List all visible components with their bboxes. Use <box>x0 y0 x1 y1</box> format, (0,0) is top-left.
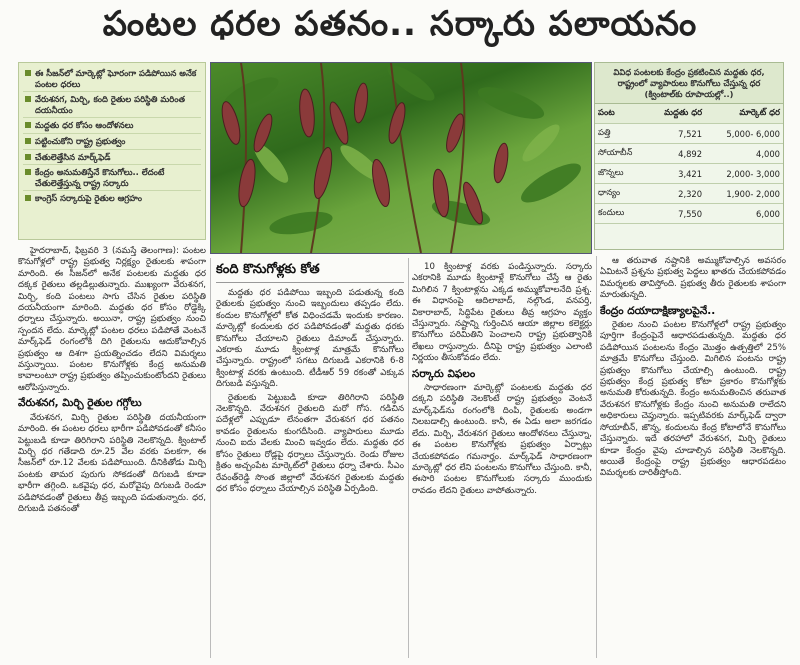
headline: పంటల ధరల పతనం.. సర్కారు పలాయనం <box>102 4 698 44</box>
subheading-centre-dependence: కేంద్రం దయాదాక్షిణ్యాలపైనే.. <box>600 304 716 317</box>
subheading-govt-failure: సర్కారు విఫలం <box>412 367 476 380</box>
price-table-box <box>594 62 784 250</box>
cell-market: 6,000 <box>705 204 783 224</box>
subheading-groundnut-chilli: వేరుశనగ, మిర్చి రైతుల గగ్గోలు <box>18 397 142 410</box>
body-paragraph: వేరుశనగ, మిర్చి రైతుల పరిస్థితి దయనీయంగా మారింది. ఈ పంటల ధరలు భారీగా పడిపోవడంతో కనీసం పెట్టుబడి కూడా తిరిగిరాని పరిస్థితి నెలకొన్నది. క్వింటాల్ మిర్చి ధర గతేడాది రూ.25 వేల వరకు పలకగా, ఈ సీజన్‌లో రూ.12 వేలకు పడిపోయింది. దీనికితోడు మిర్చి పంటకు తామర పురుగు సోకడంతో దిగుబడి కూడా భారీగా తగ్గింది. ఒకవైపు ధర, మరోవైపు దిగుబడి రెండూ పడిపోవడంతో రైతులు తీవ్ర ఇబ్బంది పడుతున్నారు. ధర, దిగుబడి పతనంతో <box>18 412 206 514</box>
highlight-item: కేంద్రం అనుమతిస్తేనే కొనుగోలు.. లేదంటే చేతులెత్తేస్తున్న రాష్ట్ర సర్కారు <box>23 165 201 191</box>
body-paragraph: రైతులకు పెట్టుబడి కూడా తిరిగిరాని పరిస్థితి నెలకొన్నది. వేరుశనగ రైతులది మరో గోస. గడిచిన పదేళ్లలో ఎప్పుడూ లేనంతగా వేరుశనగ ధర పతనం కావడం రైతులను కుంగదీసింది. వ్యాపారులు మూడు నుంచి ఐదు వేలకు మించి ఇవ్వడం లేదు. మద్దతు ధర కోసం రైతులు రోడ్లపై ధర్నాలు చేస్తున్నారు. రెండు రోజుల క్రితం అచ్చంపేట మార్కెట్‌లో రైతులు ధర్నా చేశారు. సీఎం రేవంత్‌రెడ్డి సొంత జిల్లాలో వేరుశనగ రైతులకు మద్దతు ధర కోసం ధర్నాలు చేయాల్సిన పరిస్థితి ఏర్పడింది. <box>216 392 404 494</box>
table-row <box>595 144 783 164</box>
price-table-title: వివిధ పంటలకు కేంద్రం ప్రకటించిన మద్దతు ధర, రాష్ట్రంలో వ్యాపారులు కొనుగోలు చేస్తున్న ధర (క్వింటాల్‌కు రూపాయల్లో..) <box>595 63 783 104</box>
highlight-item: వేరుశనగ, మిర్చి, కంది రైతుల పరిస్థితి మరింత దయనీయం <box>23 92 201 118</box>
subheading-redgram: కంది కొనుగోళ్లకు కోత <box>216 262 404 283</box>
table-row <box>595 204 783 224</box>
article-column-1 <box>18 246 206 658</box>
intro-paragraph: హైదరాబాద్, ఫిబ్రవరి 3 (నమస్తే తెలంగాణ): పంటల కొనుగోళ్లలో రాష్ట్ర ప్రభుత్వ నిర్లక్ష్యం రైతులకు శాపంగా మారింది. ఈ సీజన్‌లో అనేక పంటలకు మద్దతు ధర దక్కక రైతులు తల్లడిల్లుతున్నారు. ముఖ్యంగా వేరుశనగ, మిర్చి, కంది పంటలు సాగు చేసిన రైతుల పరిస్థితి దయనీయంగా మారింది. మద్దతు ధర కోసం రోడ్డెక్కి ధర్నాలు చేస్తున్నారు. అయినా, రాష్ట్ర ప్రభుత్వం నుంచి స్పందన లేదు. మార్కెట్లో పంటల ధరలు పడిపోతే వెంటనే మార్క్‌ఫెడ్ రంగంలోకి దిగి రైతులను ఆదుకోవాల్సిన ప్రభుత్వం ఆ దిశగా ప్రయత్నించడం లేదని విమర్శలు వస్తున్నాయి. పంటల కొనుగోళ్లకు కేంద్ర అనుమతి కావాలంటూ రాష్ట్ర ప్రభుత్వం తప్పించుకుంటోందని రైతులు ఆరోపిస్తున్నారు. <box>18 246 206 393</box>
cell-msp: 3,421 <box>648 164 705 184</box>
highlight-item: ఈ సీజన్‌లో మార్కెట్లో ఘోరంగా పడిపోయిన అనేక పంటల ధరలు <box>23 66 201 92</box>
body-paragraph: సాధారణంగా మార్కెట్లో పంటలకు మద్దతు ధర దక్కని పరిస్థితి నెలకొంటే రాష్ట్ర ప్రభుత్వం వెంటనే మార్క్‌ఫెడ్‌ను రంగంలోకి దింపి, రైతులకు అండగా నిలబడాల్సి ఉంటుంది. కానీ, ఈ ఏడు అలా జరగడం లేదు. మిర్చి, వేరుశనగ రైతులు ఆందోళనలు చేస్తున్నా, ఈ పంటల కొనుగోళ్లకు ప్రభుత్వం ఏర్పాట్లు చేయకపోవడం గమనార్హం. మార్క్‌ఫెడ్ సాధారణంగా మార్కెట్లో ధర లేని పంటలను కొనుగోలు చేస్తుంది. కానీ, ఈసారి పంటల కొనుగోలుకు సర్కారు ముందుకు రావడం లేదని రైతులు వాపోతున్నారు. <box>412 383 592 496</box>
price-table <box>595 104 783 224</box>
cell-market: 5,000- 6,000 <box>705 124 783 144</box>
table-row <box>595 164 783 184</box>
cell-crop: కందులు <box>595 204 648 224</box>
header-crop: పంట <box>595 104 648 124</box>
highlight-item: చేతులెత్తేసిన మార్క్‌ఫెడ్ <box>23 150 201 166</box>
cell-msp: 7,550 <box>648 204 705 224</box>
pigeon-pea-crop-photo <box>210 62 592 254</box>
cell-msp: 4,892 <box>648 144 705 164</box>
highlight-item: పట్టించుకోని రాష్ట్ర ప్రభుత్వం <box>23 134 201 150</box>
body-paragraph: 10 క్వింటాళ్ల వరకు పండిస్తున్నారు. సర్కారు ఎకరానికి మూడు క్వింటాళ్లే కొనుగోలు చేస్తే ఆ రైతు మిగిలిన 7 క్వింటాళ్లను ఎక్కడ అమ్ముకోవాలనేది ప్రశ్న. ఈ విధానంపై ఆదిలాబాద్, నల్గొండ, వనపర్తి, వికారాబాద్, సిద్దిపేట రైతులు తీవ్ర ఆగ్రహం వ్యక్తం చేస్తున్నారు. నష్టాన్ని గుర్తించిన ఆయా జిల్లాల కలెక్టర్లు కొనుగోలు పరిమితిని పెంచాలని రాష్ట్ర ప్రభుత్వానికి లేఖలు రాస్తున్నారు. దీనిపై రాష్ట్ర ప్రభుత్వం ఎలాంటి నిర్ణయం తీసుకోవడం లేదు. <box>412 262 592 364</box>
article-column-2 <box>216 288 404 658</box>
body-paragraph: రైతుల నుంచి పంటల కొనుగోళ్లలో రాష్ట్ర ప్రభుత్వం పూర్తిగా కేంద్రంపైనే ఆధారపడుతున్నది. మద్దతు ధర పడిపోయిన పంటలను కేంద్రం మొత్తం ఉత్పత్తిలో 25% మాత్రమే కొనుగోలు చేస్తుంది. మిగిలిన పంటను రాష్ట్ర ప్రభుత్వం కొనుగోలు చేయాల్సి ఉంటుంది. రాష్ట్ర ప్రభుత్వం కేంద్ర ప్రభుత్వ కోటా ప్రకారం కొనుగోళ్లకు అనుమతి కోరుతున్నది. కేంద్రం అనుమతించిన తరువాత వేరుశనగ కొనుగోళ్లకు కేంద్రం నుంచి అనుమతి రాలేదని అధికారులు చెప్తున్నారు. ఇప్పటివరకు మార్క్‌ఫెడ్ ద్వారా సోయాబీన్, జొన్న, కందులను కేంద్ర కోటాలోనే కొనుగోలు చేస్తున్నారు. ఇదే తరహాలో వేరుశనగ, మిర్చి రైతులు కూడా కేంద్రం వైపు చూడాల్సిన పరిస్థితి నెలకొన్నది. అయితే కేంద్రంపై రాష్ట్ర ప్రభుత్వం ఆధారపడటం విమర్శలకు దారితీస్తోంది. <box>600 320 786 479</box>
highlight-item: కాంగ్రెస్ సర్కారుపై రైతుల ఆగ్రహం <box>23 191 201 206</box>
header-msp: మద్దతు ధర <box>648 104 705 124</box>
table-header-row <box>595 104 783 124</box>
cell-msp: 2,320 <box>648 184 705 204</box>
highlights-box <box>18 62 206 240</box>
column-divider <box>210 258 211 658</box>
header-market: మార్కెట్ ధర <box>705 104 783 124</box>
cell-market: 4,000 <box>705 144 783 164</box>
cell-market: 2,000- 3,000 <box>705 164 783 184</box>
highlight-item: మద్దతు ధర కోసం ఆందోళనలు <box>23 118 201 134</box>
column-divider <box>408 258 409 658</box>
cell-crop: పత్తి <box>595 124 648 144</box>
article-column-3 <box>412 262 592 658</box>
cell-crop: ధాన్యం <box>595 184 648 204</box>
table-row <box>595 184 783 204</box>
cell-msp: 7,521 <box>648 124 705 144</box>
cell-market: 1,900- 2,000 <box>705 184 783 204</box>
body-paragraph: మద్దతు ధర పడిపోయి ఇబ్బంది పడుతున్న కంది రైతులకు ప్రభుత్వం నుంచి ఇబ్బందులు తప్పడం లేదు. కందుల కొనుగోళ్లలో కోత విధించడమే ఇందుకు కారణం. మార్కెట్లో కందులకు ధర పడిపోవడంతో మద్దతు ధరకు కొనుగోలు చేయాలని రైతులు డిమాండ్ చేస్తున్నారు. ఎకరాకు మూడు క్వింటాళ్ల మాత్రమే కొనుగోలు చేస్తున్నారు. రాష్ట్రంలో సగటు దిగుబడి ఎకరానికి 6-8 క్వింటాళ్ల వరకు ఉంటుంది. టీడీఆర్ 59 రకంతో ఎక్కువ దిగుబడి వస్తున్నది. <box>216 288 404 390</box>
cell-crop: జొన్నలు <box>595 164 648 184</box>
table-row <box>595 124 783 144</box>
crop-illustration <box>211 63 591 253</box>
article-column-4 <box>600 256 786 658</box>
column-divider <box>596 256 597 658</box>
cell-crop: సోయాబీన్ <box>595 144 648 164</box>
body-paragraph: ఆ తరువాత నష్టానికి అమ్ముకోవాల్సిన అవసరం ఏమిటనే ప్రశ్నను ప్రభుత్వ పెద్దలు ఖాతరు చేయకపోవడం విమర్శలకు తావిస్తోంది. ప్రభుత్వ తీరు రైతులకు శాపంగా మారుతున్నది. <box>600 256 786 301</box>
